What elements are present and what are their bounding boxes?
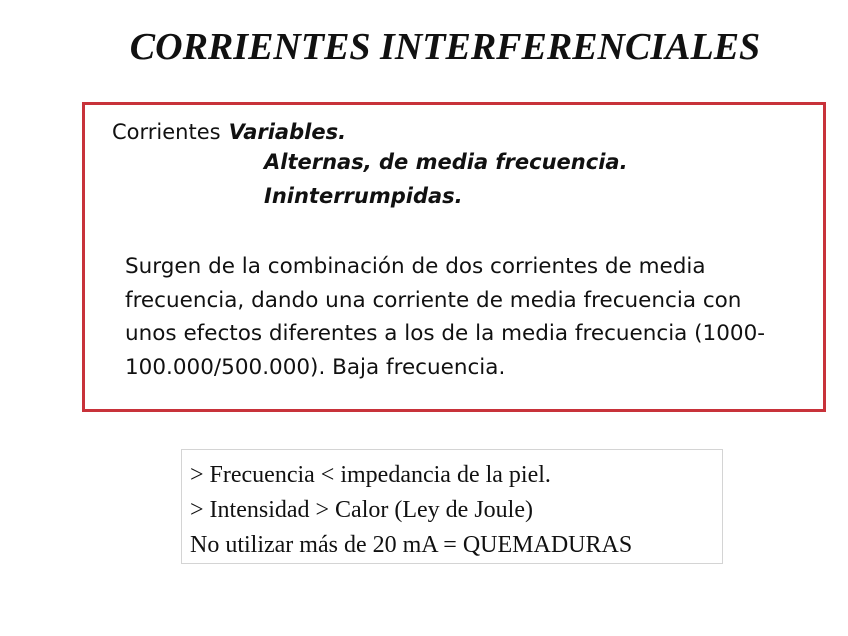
- note-line-warning: No utilizar más de 20 mA = QUEMADURAS: [190, 532, 633, 558]
- type-uninterrupted: Ininterrumpidas.: [264, 184, 463, 208]
- type-variables: Variables.: [228, 120, 347, 144]
- type-alternating-medium-frequency: Alternas, de media frecuencia.: [264, 150, 628, 174]
- note-line-intensity: > Intensidad > Calor (Ley de Joule): [190, 497, 533, 523]
- description-paragraph: Surgen de la combinación de dos corrientes de media frecuencia, dando una corriente de media frecuencia con unos efectos diferentes a los de la media frecuencia (1000- 100.000/500.000). Baja frecuencia.: [125, 254, 766, 380]
- note-line-frequency: > Frecuencia < impedancia de la piel.: [190, 462, 551, 488]
- characteristics-box: [82, 102, 826, 412]
- current-types-row: [112, 117, 346, 147]
- currents-label: Corrientes: [112, 120, 221, 144]
- warning-note-box: [181, 449, 723, 564]
- slide-title: CORRIENTES INTERFERENCIALES: [129, 26, 761, 68]
